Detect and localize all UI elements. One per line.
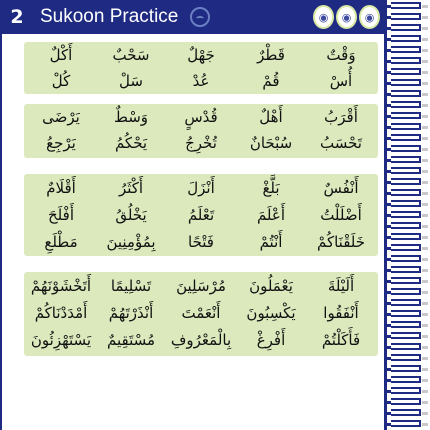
arabic-word[interactable]: أَنْعَمْتَ [181, 303, 221, 322]
lesson-title [40, 6, 210, 28]
arabic-word[interactable]: أَكْلٌ [49, 46, 73, 64]
word-row [24, 299, 378, 326]
arabic-word[interactable]: يَرْجِعُ [46, 134, 76, 152]
arabic-word[interactable]: أَهْلٌ [259, 108, 283, 126]
badge-icon-2[interactable]: ◉ [336, 5, 357, 29]
spiral-ring [391, 211, 421, 218]
spiral-ring [391, 288, 421, 295]
arabic-word[interactable]: أَضْلَلْتُ [320, 205, 362, 224]
arabic-word[interactable]: يَسْتَهْزِئُونَ [30, 330, 92, 349]
spiral-ring [391, 255, 421, 262]
spiral-ring [391, 233, 421, 240]
arabic-word[interactable]: أَنْفَقُوا [323, 303, 359, 322]
spiral-ring [391, 222, 421, 229]
word-row [24, 104, 378, 130]
spiral-ring [391, 365, 421, 372]
spiral-ring [391, 266, 421, 273]
lesson-title-text: Sukoon Practice [40, 6, 179, 27]
spiral-ring [391, 112, 421, 119]
word-row [24, 326, 378, 353]
spiral-ring [391, 420, 421, 427]
arabic-word[interactable]: أَعْلَمَ [256, 205, 286, 224]
arabic-word[interactable]: أَقْرَبُ [324, 108, 358, 126]
spiral-binding [384, 0, 430, 430]
arabic-word[interactable]: سُبْحَانٌ [249, 134, 293, 152]
arabic-word[interactable]: يَخْلُقُ [115, 205, 147, 224]
arabic-word[interactable]: مُرْسَلِينَ [176, 276, 226, 295]
arabic-word[interactable]: سَلْ [119, 72, 143, 90]
word-row [24, 68, 378, 94]
spiral-ring [391, 244, 421, 251]
arabic-word[interactable]: تَحْسَبُ [320, 134, 362, 152]
arabic-word[interactable]: تَسْلِيمًا [110, 276, 152, 295]
spiral-ring [391, 123, 421, 130]
arabic-word[interactable]: أَنْفُسٌ [323, 178, 359, 197]
word-row [24, 174, 378, 201]
spiral-ring [391, 46, 421, 53]
practice-section-4 [24, 272, 378, 356]
word-row [24, 130, 378, 156]
sukoon-icon [190, 7, 210, 27]
lesson-header [0, 0, 384, 34]
spiral-ring [391, 354, 421, 361]
arabic-word[interactable]: يَحْكُمُ [114, 134, 148, 152]
lesson-number: 2 [10, 6, 24, 28]
spiral-ring [391, 156, 421, 163]
spiral-ring [391, 24, 421, 31]
spiral-ring [391, 277, 421, 284]
spiral-ring [391, 200, 421, 207]
practice-section-2 [24, 104, 378, 158]
spiral-ring [391, 68, 421, 75]
spiral-ring [391, 13, 421, 20]
arabic-word[interactable]: أَتَخْشَوْنَهُمْ [30, 276, 92, 295]
spiral-ring [391, 321, 421, 328]
arabic-word[interactable]: مُسْتَقِيمٌ [106, 330, 156, 349]
arabic-word[interactable]: أُسْ [329, 72, 353, 90]
spiral-ring [391, 167, 421, 174]
header-badges [313, 5, 380, 29]
arabic-word[interactable]: يَرْضَى [42, 108, 80, 126]
badge-icon-1[interactable]: ◉ [313, 5, 334, 29]
spiral-ring [391, 343, 421, 350]
arabic-word[interactable]: تَعْلَمُ [187, 205, 215, 224]
spiral-ring [391, 79, 421, 86]
spiral-ring [391, 387, 421, 394]
spiral-ring [391, 178, 421, 185]
spiral-ring [391, 2, 421, 9]
arabic-word[interactable]: أَنْزَلَ [187, 178, 215, 197]
arabic-word[interactable]: وَسْطٌ [113, 108, 149, 126]
arabic-word[interactable]: قُدْسٍ [184, 108, 218, 126]
arabic-word[interactable]: أَلَيْلَةَ [327, 276, 355, 295]
spiral-ring [391, 299, 421, 306]
practice-page [0, 34, 384, 430]
arabic-word[interactable]: خَلَقْنَاكُمْ [316, 232, 366, 251]
arabic-word[interactable]: قَطْرٌ [257, 46, 285, 64]
arabic-word[interactable]: عُدْ [192, 72, 210, 90]
practice-section-3 [24, 174, 378, 256]
practice-section-1 [24, 42, 378, 94]
arabic-word[interactable]: مَطْلَعِ [44, 232, 78, 251]
spiral-ring [391, 310, 421, 317]
arabic-word[interactable]: يَكْسِبُونَ [246, 303, 296, 322]
arabic-word[interactable]: أَقْلَامٌ [46, 178, 76, 197]
spiral-ring [391, 145, 421, 152]
word-row [24, 272, 378, 299]
badge-icon-3[interactable]: ◉ [359, 5, 380, 29]
arabic-word[interactable]: أَفْرِغْ [256, 330, 286, 349]
arabic-word[interactable]: كُلْ [51, 72, 71, 90]
spiral-ring [391, 332, 421, 339]
word-row [24, 42, 378, 68]
arabic-word[interactable]: أَمْدَدْنَاكُمْ [34, 303, 88, 322]
spiral-ring [391, 134, 421, 141]
arabic-word[interactable]: بِالْمَعْرُوفِ [170, 330, 232, 349]
arabic-word[interactable]: سَحْبٌ [112, 46, 150, 64]
spiral-ring [391, 101, 421, 108]
arabic-word[interactable]: يَعْمَلُونَ [249, 276, 293, 295]
spiral-ring [391, 189, 421, 196]
arabic-word[interactable]: أَكْثَرُ [118, 178, 144, 197]
arabic-word[interactable]: فَأَكَلْتُمْ [321, 330, 361, 349]
arabic-word[interactable]: وَقْتٌ [326, 46, 356, 64]
arabic-word[interactable]: جَهْلٌ [187, 46, 215, 64]
arabic-word[interactable]: فَتْحًا [188, 232, 214, 251]
arabic-word[interactable]: بَلَّغْ [262, 178, 280, 197]
arabic-word[interactable]: قُمْ [262, 72, 280, 90]
spiral-ring [391, 409, 421, 416]
spiral-ring [391, 376, 421, 383]
arabic-word[interactable]: أَنْتُمْ [259, 232, 283, 251]
arabic-word[interactable]: بِمُؤْمِنِينَ [106, 232, 156, 251]
arabic-word[interactable]: أَفْلَحَ [48, 205, 74, 224]
spiral-ring [391, 35, 421, 42]
arabic-word[interactable]: تُخْرِجُ [185, 134, 217, 152]
arabic-word[interactable]: أَنْذَرْتَهُمْ [108, 303, 154, 322]
spiral-ring [391, 90, 421, 97]
spiral-ring [391, 57, 421, 64]
word-row [24, 201, 378, 228]
word-row [24, 228, 378, 255]
spiral-ring [391, 398, 421, 405]
